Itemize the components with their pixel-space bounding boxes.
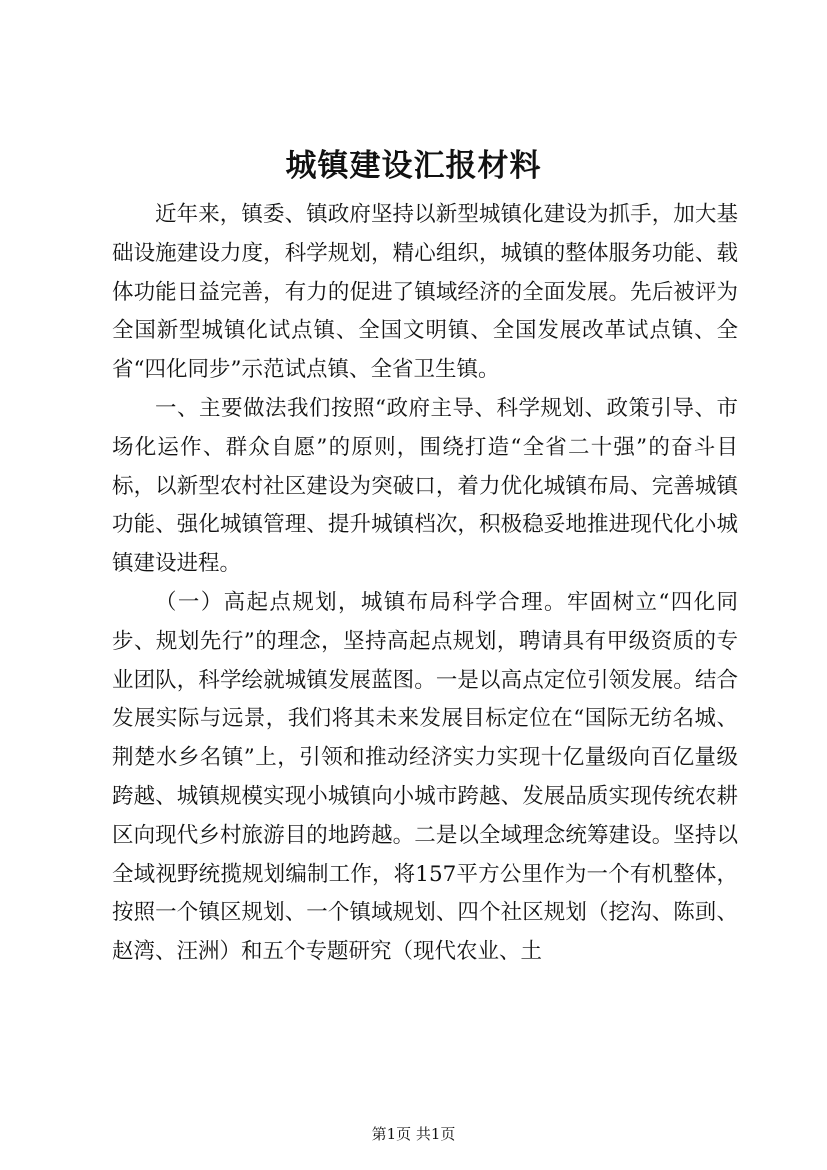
document-title: 城镇建设汇报材料	[285, 148, 542, 184]
document-body	[112, 196, 738, 972]
page-footer: 第1页 共1页	[371, 1125, 456, 1143]
paragraph-main-approach: 一、主要做法我们按照“政府主导、科学规划、政策引导、市场化运作、群众自愿”的原则，围绕打造“全省二十强”的奋斗目标，以新型农村社区建设为突破口，着力优化城镇布局、完善城镇功能、强化城镇管理、提升城镇档次，积极稳妥地推进现代化小城镇建设进程。	[112, 395, 738, 577]
paragraph-intro: 近年来，镇委、镇政府坚持以新型城镇化建设为抓手，加大基础设施建设力度，科学规划，精心组织，城镇的整体服务功能、载体功能日益完善，有力的促进了镇域经济的全面发展。先后被评为全国新型城镇化试点镇、全国文明镇、全国发展改革试点镇、全省“四化同步”示范试点镇、全省卫生镇。	[112, 202, 738, 383]
paragraph-planning: （一）高起点规划，城镇布局科学合理。牢固树立“四化同步、规划先行”的理念，坚持高起点规划，聘请具有甲级资质的专业团队，科学绘就城镇发展蓝图。一是以高点定位引领发展。结合发展实际与远景，我们将其未来发展目标定位在“国际无纺名城、荆楚水乡名镇”上，引领和推动经济实力实现十亿量级向百亿量级跨越、城镇规模实现小城镇向小城市跨越、发展品质实现传统农耕区向现代乡村旅游目的地跨越。二是以全域理念统筹建设。坚持以全域视野统揽规划编制工作，将157平方公里作为一个有机整体，按照一个镇区规划、一个镇域规划、四个社区规划（挖沟、陈刯、赵湾、汪洲）和五个专题研究（现代农业、土	[112, 589, 738, 965]
